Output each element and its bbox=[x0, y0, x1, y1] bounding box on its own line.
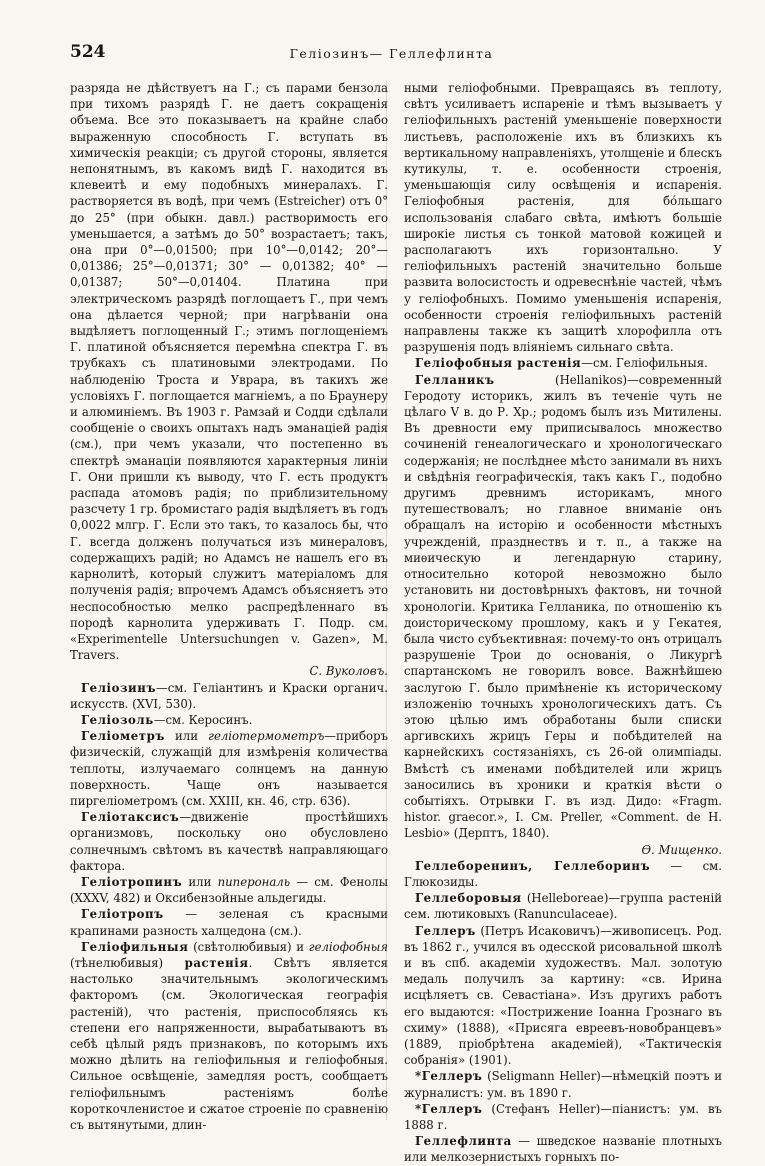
entry-text: —см. Геліантинъ и Краски органич. искусств. (XVI, 530). bbox=[70, 680, 388, 711]
entry-heller-seligmann bbox=[404, 1068, 722, 1100]
entry-text: —приборъ физическій, служащій для измѣренія количества теплоты, излучаемаго солнцемъ на данную поверхность. Чаще онъ называется пиргеліометромъ (см. XXIII, кн. 46, стр. 636). bbox=[70, 729, 388, 808]
entry-italic-term: геліотермометръ bbox=[208, 729, 325, 744]
entry-text: (Hellanikos)—современный Геродоту историкъ, жилъ въ теченіе чуть не цѣлаго V в. до Р. Хр.; родомъ былъ изъ Митилены. Въ древности ему приписывалось множество сочиненій генеалогическаго и хронологическаго содержанія; не послѣднее мѣсто занимали въ нихъ и свѣдѣнія географическія, такъ какъ Г., подобно другимъ древнимъ историкамъ, много путешествовалъ; но главное вниманіе онъ обращалъ на исторію и особенности мѣстныхъ учрежденій, празднествъ и т. п., а также на миѳическую и легендарную старину, относительно которой невозможно было установить ни достовѣрныхъ фактовъ, ни точной хронологіи. Критика Гелланика, по отношенію къ доисторическому прошлому, какъ и у Гекатея, была чисто субъективная: почему-то онъ отрицалъ разрушеніе Трои до основанія, о Ликургѣ спартанскомъ не говорилъ вовсе. Важнѣйшею заслугою Г. было примѣненіе къ историческому изложенію точныхъ хронологическихъ датъ. Съ этою цѣлью имъ обработаны были списки аргивскихъ жрицъ Геры и побѣдителей на карнейскихъ состязаніяхъ, съ 26-ой олимпіады. Вмѣстѣ съ именами побѣдителей или жрицъ заносились въ хроники и краткія вѣсти о событіяхъ. Отрывки Г. въ изд. Дидо: «Fragm. histor. graecor.», I. См. Preller, «Comment. de H. Lesbio» (Дерптъ, 1840). bbox=[404, 372, 722, 841]
right-column bbox=[404, 80, 722, 1166]
helium-article-text: разряда не дѣйствуетъ на Г.; съ парами бензола при тихомъ разрядѣ Г. не даетъ сокращенія объема. Все это показываетъ на крайне слабо выраженную способность Г. вступать въ химическія реакціи; съ другой стороны, является непонятнымъ, въ какомъ видѣ Г. находится въ клевеитѣ и ему подобныхъ минералахъ. Г. растворяется въ водѣ, при чемъ (Estreicher) отъ 0° до 25° (при обыкн. давл.) растворимость его уменьшается, а затѣмъ до 50° возрастаетъ; такъ, она при 0°—0,01500; при 10°—0,0142; 20°—0,01386; 25°—0,01371; 30° — 0,01382; 40° — 0,01387; 50°—0,01404. Платина при электрическомъ разрядѣ поглощаетъ Г., при чемъ она дѣлается черной; при нагрѣваніи она выдѣляетъ поглощенный Г.; этимъ поглощеніемъ Г. платиной объясняется перемѣна спектра Г. въ трубкахъ съ платиновыми электродами. По наблюденію Троста и Уврара, въ такихъ же условіяхъ Г. поглощается магніемъ, а по Браунеру и алюминіемъ. Въ 1903 г. Рамзай и Содди сдѣлали сообщеніе о своихъ опытахъ надъ эманаціей радія (см.), при чемъ указали, что постепенно въ спектрѣ эманаціи появляются характерныя линіи Г. Они пришли къ выводу, что Г. есть продуктъ распада атомовъ радія; по приблизительному разсчету 1 гр. бромистаго радія выдѣляетъ въ годъ 0,0022 млгр. Г. Если это такъ, то казалось бы, что Г. всегда долженъ получаться изъ минераловъ, содержащихъ радій; но Адамсъ не нашелъ его въ карнолитѣ, который служитъ матеріаломъ для полученія радія; впрочемъ Адамсъ объясняетъ это неспособностью мелко распредѣленнаго въ породѣ карнолита удерживать Г. Подр. см. «Experimentelle Untersuchungen v. Gazen», M. Travers. bbox=[70, 81, 388, 663]
heliophilous-continuation bbox=[404, 80, 722, 355]
entry-text: (Петръ Исаковичъ)—живописецъ. Род. въ 1862 г., учился въ одесской рисовальной школѣ и въ спб. академіи художествъ. Мал. золотую медаль получилъ за картину: «св. Ирина исцѣляетъ св. Севастіана». Изъ другихъ работъ его выдаются: «Пострижение Іоанна Грознаго въ схиму» (1888), «Присяга евреевъ-новобранцевъ» (1889, пріобрѣтена академіей), «Тактическія собранія» (1901). bbox=[404, 923, 722, 1068]
entry-text: (Seligmann Heller)—нѣмецкій поэтъ и журналистъ: ум. въ 1890 г. bbox=[404, 1069, 722, 1100]
entry-text: . Свѣтъ является настолько значительнымъ экологическимъ факторомъ (см. Экологическая географія растеній), что растенія, приспособляясь къ степени его напряженности, вырабатываютъ въ себѣ цѣлый рядъ признаковъ, по которымъ ихъ можно дѣлить на геліофильныя и геліофобныя. Сильное освѣщеніе, замедляя ростъ, сообщаетъ геліофильнымъ растеніямъ болѣе короткочленистое и сжатое строеніе по сравненію съ вытянутыми, длин- bbox=[70, 955, 388, 1132]
entry-headword: Гелiофобныя растенiя bbox=[415, 356, 582, 371]
entry-heliotropin bbox=[70, 874, 388, 906]
entry-helleboreae bbox=[404, 890, 722, 922]
entry-heliometr bbox=[70, 728, 388, 809]
page-header bbox=[70, 42, 713, 66]
entry-text: или bbox=[164, 729, 209, 744]
entry-headword: растенiя bbox=[184, 955, 249, 970]
entry-headword: Геллефлинта bbox=[415, 1134, 512, 1149]
entry-text: —см. Керосинъ. bbox=[153, 712, 253, 727]
entry-headword: Гелiотропинъ bbox=[81, 874, 183, 889]
author-signature: Ѳ. Мищенко. bbox=[641, 842, 722, 857]
entry-heliozin bbox=[70, 680, 388, 712]
entry-text: —см. Геліофильныя. bbox=[581, 356, 708, 371]
entry-heliophilous-plants bbox=[70, 939, 388, 1133]
entry-halleflinta bbox=[404, 1133, 722, 1165]
entry-text: (свѣтолюбивыя) и bbox=[188, 939, 309, 954]
entry-text: — шведское названіе плотныхъ или мелкозернистыхъ горныхъ по- bbox=[404, 1134, 722, 1165]
helium-article-continuation bbox=[70, 80, 388, 680]
entry-headword: Гелiофильныя bbox=[81, 939, 189, 954]
entry-headword: *Геллеръ bbox=[415, 1101, 483, 1116]
entry-hellanikos bbox=[404, 372, 722, 858]
entry-heller-petr bbox=[404, 923, 722, 1069]
entry-heliotrop bbox=[70, 906, 388, 938]
entry-text: — зеленая съ красными крапинами разность халцедона (см.). bbox=[70, 907, 388, 938]
entry-headword: Гелiотропъ bbox=[81, 907, 164, 922]
entry-italic-term: пиперональ bbox=[217, 874, 291, 889]
entry-italic-term: геліофобныя bbox=[308, 939, 388, 954]
entry-headword: Гелiозинъ bbox=[81, 680, 157, 695]
author-signature: С. Вуколовъ. bbox=[309, 664, 388, 679]
page-number: 524 bbox=[70, 42, 106, 62]
entry-text: (Helleboreae)—группа растеній сем. лютиковыхъ (Ranunculaceae). bbox=[404, 891, 722, 922]
entry-text: (Стефанъ Heller)—піанистъ: ум. въ 1888 г. bbox=[404, 1101, 722, 1132]
entry-headword: Гелiотаксисъ bbox=[81, 810, 180, 825]
entry-headword: Гелiометръ bbox=[81, 729, 165, 744]
entry-text: ными геліофобными. Превращаясь въ теплоту, свѣтъ усиливаетъ испареніе и тѣмъ вызываетъ у геліофильныхъ растеній уменьшеніе поверхности листьевъ, расположеніе ихъ въ близкихъ къ вертикальному направленіяхъ, утолщеніе и блескъ кутикулы, т. е. особенности строенія, уменьшающія силу освѣщенія и испаренія. Геліофобныя растенія, для бо́льшаго использованія слабаго свѣта, имѣютъ большіе широкіе листья съ тонкой матовой кожицей и располагаютъ ихъ горизонтально. У геліофильныхъ растеній значительно больше развита волосистость и одревеснѣніе частей, чѣмъ у геліофобныхъ. Помимо уменьшенія испаренія, особенности строенія геліофильныхъ растеній направлены также къ защитѣ хлорофилла отъ разрушенія подъ вліяніемъ сильнаго свѣта. bbox=[404, 81, 722, 355]
entry-text: — см. Фенолы (XXXV, 482) и Оксибензойные альдегиды. bbox=[70, 874, 389, 906]
entry-headword: Гелланикъ bbox=[415, 372, 495, 387]
entry-heliozol bbox=[70, 712, 388, 728]
entry-text: —движеніе простѣйшихъ организмовъ, поскольку оно обусловлено солнечнымъ свѣтомъ въ качествѣ направляющаго фактора. bbox=[70, 810, 388, 873]
left-column bbox=[70, 80, 388, 1133]
running-title: Гелiозинъ— Геллефлинта bbox=[289, 46, 494, 61]
entry-helleborenin bbox=[404, 858, 722, 890]
entry-headword: *Геллеръ bbox=[415, 1069, 483, 1084]
entry-heliotaxis bbox=[70, 809, 388, 874]
entry-text: (тѣнелюбивыя) bbox=[70, 955, 185, 970]
entry-headword: Геллеборовыя bbox=[415, 891, 522, 906]
entry-headword: Геллеборенинъ, Геллеборинъ bbox=[415, 858, 651, 873]
entry-heller-stefan bbox=[404, 1101, 722, 1133]
entry-text: или bbox=[182, 874, 218, 889]
entry-headword: Гелiозоль bbox=[81, 712, 154, 727]
entry-text: — см. Глюкозиды. bbox=[404, 858, 722, 889]
entry-heliophobous-plants bbox=[404, 355, 722, 371]
entry-headword: Геллеръ bbox=[415, 923, 476, 938]
